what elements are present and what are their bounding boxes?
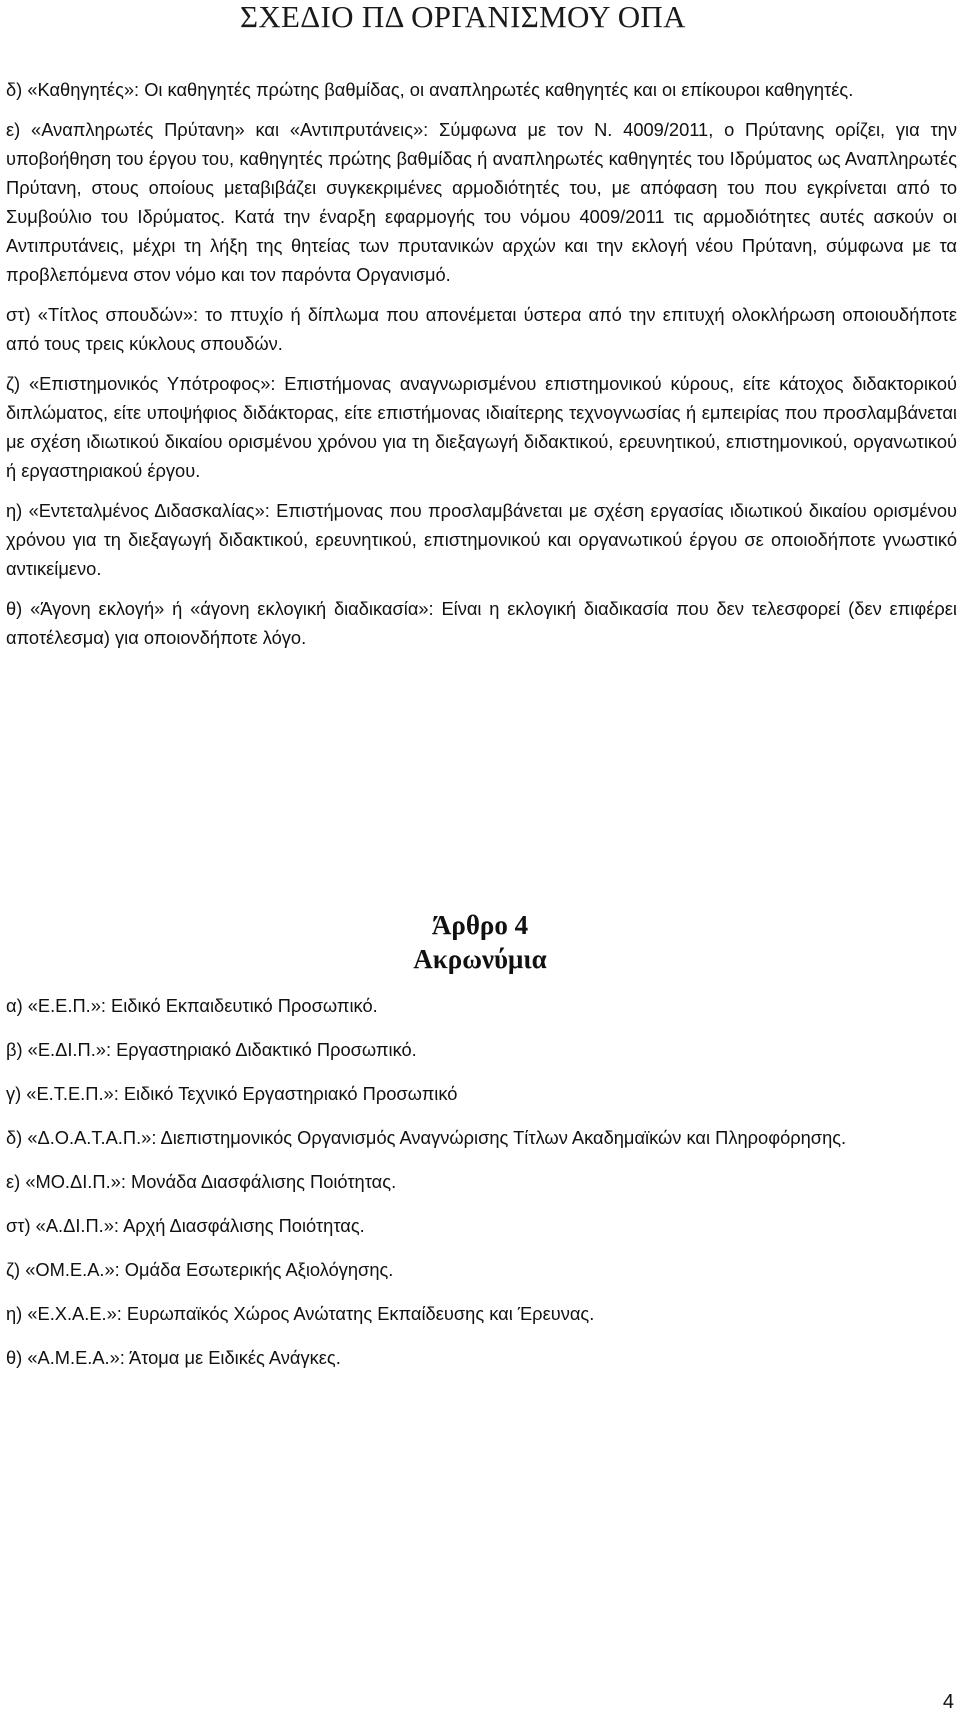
acronym-item: γ) «Ε.Τ.Ε.Π.»: Ειδικό Τεχνικό Εργαστηριακό Προσωπικό xyxy=(6,1083,458,1104)
acronyms-list xyxy=(6,991,957,1387)
definition-paragraph: δ) «Καθηγητές»: Οι καθηγητές πρώτης βαθμίδας, οι αναπληρωτές καθηγητές και οι επίκουροι καθηγητές. xyxy=(6,79,854,100)
article-title: Ακρωνύμια xyxy=(413,944,547,974)
header-rule xyxy=(0,37,960,38)
definition-paragraph: ζ) «Επιστημονικός Υπότροφος»: Επιστήμονας αναγνωρισμένου επιστημονικού κύρους, είτε κάτοχος διδακτορικού διπλώματος, είτε υποψήφιος διδάκτορας, είτε επιστήμονας ιδιαίτερης τεχνογνωσίας ή εμπειρίας που προσλαμβάνεται με σχέση ιδιωτικού δικαίου ορισμένου χρόνου για τη διεξαγωγή διδακτικού, ερευνητικού, επιστημονικού, οργανωτικού ή εργαστηριακού έργου. xyxy=(6,373,957,481)
acronym-item: η) «Ε.Χ.Α.Ε.»: Ευρωπαϊκός Χώρος Ανώτατης Εκπαίδευσης και Έρευνας. xyxy=(6,1303,595,1324)
definition-paragraph: θ) «Άγονη εκλογή» ή «άγονη εκλογική διαδικασία»: Είναι η εκλογική διαδικασία που δεν τελεσφορεί (δεν επιφέρει αποτέλεσμα) για οποιονδήποτε λόγο. xyxy=(6,598,957,648)
page-number: 4 xyxy=(942,1691,954,1713)
running-header: ΣΧΕΔΙΟ ΠΔ ΟΡΓΑΝΙΣΜΟΥ ΟΠΑ xyxy=(240,0,686,34)
acronym-item: θ) «Α.Μ.Ε.Α.»: Άτομα με Ειδικές Ανάγκες. xyxy=(6,1347,341,1368)
acronym-item: β) «Ε.ΔΙ.Π.»: Εργαστηριακό Διδακτικό Προσωπικό. xyxy=(6,1039,417,1060)
definition-paragraph: στ) «Τίτλος σπουδών»: το πτυχίο ή δίπλωμα που απονέμεται ύστερα από την επιτυχή ολοκλήρωση οποιουδήποτε από τους τρεις κύκλους σπουδών. xyxy=(6,304,957,354)
acronym-item: δ) «Δ.Ο.Α.Τ.Α.Π.»: Διεπιστημονικός Οργανισμός Αναγνώρισης Τίτλων Ακαδημαϊκών και Πληροφόρησης. xyxy=(6,1127,847,1148)
definitions-section xyxy=(6,75,957,663)
article-number: Άρθρο 4 xyxy=(431,910,529,940)
acronym-item: στ) «Α.ΔΙ.Π.»: Αρχή Διασφάλισης Ποιότητας. xyxy=(6,1215,365,1236)
definition-paragraph: ε) «Αναπληρωτές Πρύτανη» και «Αντιπρυτάνεις»: Σύμφωνα με τον Ν. 4009/2011, ο Πρύτανης ορίζει, για την υποβοήθηση του έργου του, καθηγητές πρώτης βαθμίδας ή αναπληρωτές καθηγητές του Ιδρύματος ως Αναπληρωτές Πρύτανη, στους οποίους μεταβιβάζει συγκεκριμένες αρμοδιότητές του, με απόφαση του που εγκρίνεται από το Συμβούλιο του Ιδρύματος. Κατά την έναρξη εφαρμογής του νόμου 4009/2011 τις αρμοδιότητες αυτές ασκούν οι Αντιπρυτάνεις, μέχρι τη λήξη της θητείας των πρυτανικών αρχών και την εκλογή νέου Πρύτανη, σύμφωνα με τα προβλεπόμενα στον νόμο και τον παρόντα Οργανισμό. xyxy=(6,119,957,285)
definition-paragraph: η) «Εντεταλμένος Διδασκαλίας»: Επιστήμονας που προσλαμβάνεται με σχέση εργασίας ιδιωτικού δικαίου ορισμένου χρόνου για τη διεξαγωγή διδακτικού, ερευνητικού, επιστημονικού και οργανωτικού έργου σε οποιοδήποτε γνωστικό αντικείμενο. xyxy=(6,500,957,579)
acronym-item: ε) «ΜΟ.ΔΙ.Π.»: Μονάδα Διασφάλισης Ποιότητας. xyxy=(6,1171,397,1192)
acronym-item: ζ) «ΟΜ.Ε.Α.»: Ομάδα Εσωτερικής Αξιολόγησης. xyxy=(6,1259,394,1280)
article-heading xyxy=(240,908,720,976)
acronym-item: α) «Ε.Ε.Π.»: Ειδικό Εκπαιδευτικό Προσωπικό. xyxy=(6,995,378,1016)
